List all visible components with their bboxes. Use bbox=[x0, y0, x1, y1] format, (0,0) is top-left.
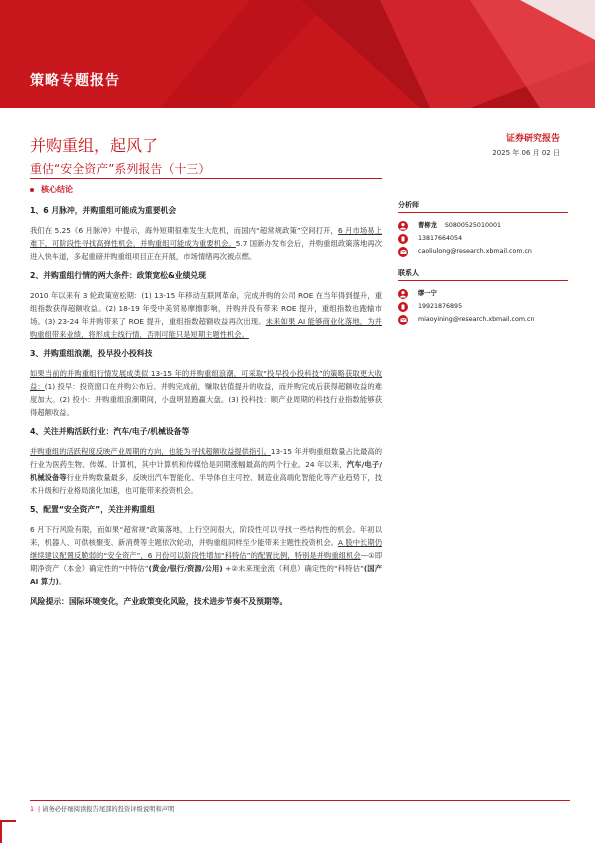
analyst-email-row bbox=[398, 245, 568, 258]
section-5-text-g: 。 bbox=[58, 577, 67, 586]
section-4-body bbox=[30, 445, 382, 497]
section-4-text-c: 汽车/电子/机械设备等 bbox=[30, 460, 382, 482]
analyst-phone-row bbox=[398, 232, 568, 245]
email-icon bbox=[398, 247, 408, 257]
section-5-text-d: (黄金/银行/资源/公用) bbox=[148, 564, 223, 573]
banner-decoration bbox=[0, 0, 595, 108]
banner-title: 策略专题报告 bbox=[30, 73, 120, 89]
section-4-text-a: 并购重组的活跃程度反映产业周期的方向，也能为寻找超额收益提供指引。 bbox=[30, 447, 271, 456]
header-banner bbox=[0, 0, 595, 108]
analyst-phone: 13817664054 bbox=[418, 235, 463, 242]
contact-email[interactable]: miaoyining@research.xbmail.com.cn bbox=[418, 316, 535, 323]
corner-decoration bbox=[0, 820, 16, 843]
section-5-body bbox=[30, 523, 382, 588]
page-number: 1 bbox=[30, 806, 35, 813]
section-5-text-c: —①即期净资产（本金）确定性的“中特估” bbox=[30, 551, 382, 573]
title-divider bbox=[30, 178, 382, 179]
contact-heading: 联系人 bbox=[398, 268, 568, 281]
contact-email-row bbox=[398, 313, 568, 326]
person-icon bbox=[398, 289, 408, 299]
section-1-heading: 1、6 月脉冲，并购重组可能成为重要机会 bbox=[30, 206, 177, 215]
section-5-heading: 5、配置“安全资产”，关注并购重组 bbox=[30, 505, 155, 514]
page-footer: 1 | 请务必仔细阅读报告尾部的投资评级说明和声明 bbox=[30, 800, 570, 813]
section-1-text-c: 5.7 国新办发布会后，并购重组政策落地再次进入快车道，多起重磅并购重组项目正在开展，市场情绪再次被点燃。 bbox=[30, 239, 382, 261]
contact-phone: 19921876895 bbox=[418, 303, 463, 310]
footer-disclaimer: 请务必仔细阅读报告尾部的投资评级说明和声明 bbox=[42, 806, 175, 813]
risk-warning: 风险提示：国际环境变化，产业政策变化风险，技术进步节奏不及预期等。 bbox=[30, 597, 288, 606]
section-2-heading: 2、并购重组行情的两大条件：政策宽松&业绩兑现 bbox=[30, 271, 206, 280]
section-1-text-a: 我们在 5.25《6 月脉冲》中提示，海外短期很难发生大危机，而国内“超常规政策”空间打开， bbox=[30, 226, 338, 235]
section-4-heading: 4、关注并购活跃行业：汽车/电子/机械设备等 bbox=[30, 427, 190, 436]
report-subtitle: 重估“安全资产”系列报告（十三） bbox=[30, 162, 211, 176]
contact-row bbox=[398, 287, 568, 300]
analyst-row bbox=[398, 219, 568, 232]
core-conclusion-text: 核心结论 bbox=[41, 185, 73, 194]
section-5-text-a: 6 月下行风险有限，而如果“超常规”政策落地，上行空间很大，阶段性可以寻找一些结构性的机会。年初以来，机器人、可供核聚变、新消费等主题依次轮动，并购重组同样至少能带来主题性投资机会。 bbox=[30, 525, 382, 547]
analyst-name: 曹柳龙 bbox=[418, 222, 437, 229]
phone-icon bbox=[398, 234, 408, 244]
core-conclusion-label bbox=[30, 184, 73, 195]
section-5-text-b: A 股中长期仍继续建议配置反脆弱的“安全资产”，6 月份可以阶段性增加“科特估”的配置比例，特别是并购重组机会 bbox=[30, 538, 382, 560]
section-2-body bbox=[30, 289, 382, 341]
contact-name: 缪一宁 bbox=[418, 290, 437, 297]
email-icon bbox=[398, 315, 408, 325]
person-icon bbox=[398, 221, 408, 231]
section-4-text-b: 13-15 年并购重组数量占比最高的行业为医药生物、传媒、计算机，其中计算机和传媒恰是同期涨幅最高的两个行业。24 年以来， bbox=[30, 447, 382, 469]
section-3-text-b: (1) 投早：投资窗口在并购公布后、并购完成前，赚取估值提升的收益，而并购完成后获得超额收益的难度加大。(2) 投小：并购重组浪潮期间，小盘明显跑赢大盘。(3) 投科技：顺产业周期的科技行业指数能够获得超额收益。 bbox=[30, 382, 383, 417]
section-1-body bbox=[30, 224, 382, 263]
contact-block bbox=[398, 268, 568, 326]
section-1-text-b: 6 月市场易上难下，可阶段性寻找高弹性机会，并购重组可能成为重要机会。 bbox=[30, 226, 382, 248]
contact-phone-row bbox=[398, 300, 568, 313]
section-2-text-a: 2010 年以来有 3 轮政策宽松期：(1) 13-15 年移动互联网革命，完成并购的公司 ROE 在当年得到提升，重组指数获得超额收益。(2) 18-19 年受中美贸易摩擦影响，并购并没有带来 ROE 提升，重组指数也跑输市场。(3) 23-24 年并购带来了 ROE 提升，重组指数超额收益再次出现。 bbox=[30, 291, 382, 326]
section-4-text-d: 行业并购数量最多，反映出汽车智能化、半导体自主可控、制造业高端化智能化等产业趋势下，技术升级和行业格局演化加速，也可能带来投资机会。 bbox=[30, 473, 382, 495]
analyst-block bbox=[398, 200, 568, 258]
report-date: 2025 年 06 月 02 日 bbox=[492, 149, 560, 157]
main-content bbox=[30, 206, 382, 608]
section-3-body bbox=[30, 367, 382, 419]
report-type: 证券研究报告 bbox=[505, 134, 560, 144]
analyst-email[interactable]: caoliulong@research.xbmail.com.cn bbox=[418, 248, 532, 255]
section-5-text-e: +②未来现金流（利息）确定性的“科特估” bbox=[222, 564, 364, 573]
section-5-text-f: (国产 AI 算力) bbox=[30, 564, 382, 586]
bullet-icon bbox=[30, 188, 34, 192]
analyst-cert: S0800525010001 bbox=[444, 222, 501, 229]
section-2-text-b: 未来如果 AI 能够商业化落地，为并购重组带来业绩，将形成主线行情，否则可能只是短期主题性机会。 bbox=[30, 317, 382, 339]
report-title: 并购重组，起风了 bbox=[30, 136, 159, 155]
phone-icon bbox=[398, 302, 408, 312]
section-3-text-a: 如果当前的并购重组行情发展成类似 13-15 年的并购重组浪潮，可采取“投早投小投科技”的策略获取更大收益： bbox=[30, 369, 382, 391]
analyst-heading: 分析师 bbox=[398, 200, 568, 213]
section-3-heading: 3、并购重组浪潮，投早投小投科技 bbox=[30, 349, 153, 358]
